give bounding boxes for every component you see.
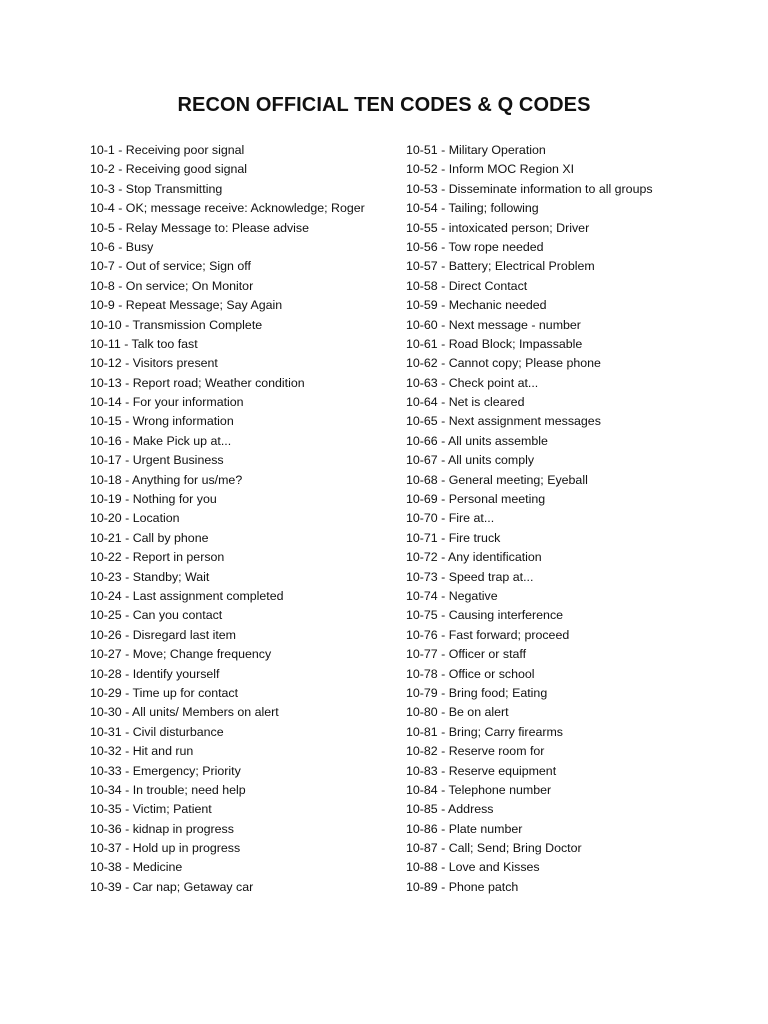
code-line: 10-16 - Make Pick up at... (90, 433, 232, 448)
code-line: 10-61 - Road Block; Impassable (406, 336, 583, 351)
code-line: 10-76 - Fast forward; proceed (406, 627, 570, 642)
code-line: 10-20 - Location (90, 511, 180, 526)
code-line: 10-64 - Net is cleared (406, 395, 525, 410)
code-line: 10-84 - Telephone number (406, 782, 552, 797)
code-line: 10-3 - Stop Transmitting (90, 181, 223, 196)
code-line: 10-11 - Talk too fast (90, 336, 198, 351)
code-line: 10-8 - On service; On Monitor (90, 278, 254, 293)
code-line: 10-62 - Cannot copy; Please phone (406, 356, 601, 371)
code-line: 10-23 - Standby; Wait (90, 569, 210, 584)
code-line: 10-37 - Hold up in progress (90, 841, 241, 856)
right-code-column (406, 141, 736, 897)
code-line: 10-28 - Identify yourself (90, 666, 220, 681)
code-line: 10-30 - All units/ Members on alert (90, 705, 279, 720)
code-line: 10-6 - Busy (90, 239, 154, 254)
code-line: 10-13 - Report road; Weather condition (90, 375, 305, 390)
code-line: 10-69 - Personal meeting (406, 492, 546, 507)
code-line: 10-22 - Report in person (90, 550, 225, 565)
code-line: 10-78 - Office or school (406, 666, 535, 681)
code-line: 10-71 - Fire truck (406, 530, 501, 545)
code-line: 10-63 - Check point at... (406, 375, 539, 390)
code-line: 10-75 - Causing interference (406, 608, 564, 623)
code-line: 10-77 - Officer or staff (406, 647, 527, 662)
code-line: 10-34 - In trouble; need help (90, 782, 246, 797)
code-line: 10-12 - Visitors present (90, 356, 218, 371)
code-line: 10-36 - kidnap in progress (90, 821, 234, 836)
code-line: 10-54 - Tailing; following (406, 201, 539, 216)
code-line: 10-19 - Nothing for you (90, 492, 217, 507)
code-line: 10-68 - General meeting; Eyeball (406, 472, 588, 487)
code-line: 10-65 - Next assignment messages (406, 414, 601, 429)
code-line: 10-56 - Tow rope needed (406, 239, 544, 254)
code-line: 10-82 - Reserve room for (406, 744, 545, 759)
code-line: 10-1 - Receiving poor signal (90, 143, 245, 157)
code-line: 10-74 - Negative (406, 588, 498, 603)
code-line: 10-79 - Bring food; Eating (406, 685, 548, 700)
code-line: 10-66 - All units assemble (406, 433, 548, 448)
code-line: 10-35 - Victim; Patient (90, 802, 212, 817)
code-line: 10-80 - Be on alert (406, 705, 509, 720)
code-line: 10-7 - Out of service; Sign off (90, 259, 251, 274)
page-title: RECON OFFICIAL TEN CODES & Q CODES (177, 94, 591, 116)
code-line: 10-18 - Anything for us/me? (90, 472, 243, 487)
code-line: 10-10 - Transmission Complete (90, 317, 263, 332)
code-line: 10-57 - Battery; Electrical Problem (406, 259, 595, 274)
code-line: 10-32 - Hit and run (90, 744, 194, 759)
code-line: 10-52 - Inform MOC Region XI (406, 162, 575, 177)
code-line: 10-17 - Urgent Business (90, 453, 224, 468)
code-line: 10-29 - Time up for contact (90, 685, 239, 700)
code-line: 10-55 - intoxicated person; Driver (406, 220, 590, 235)
code-line: 10-21 - Call by phone (90, 530, 209, 545)
code-line: 10-59 - Mechanic needed (406, 298, 547, 313)
code-line: 10-70 - Fire at... (406, 511, 495, 526)
code-line: 10-9 - Repeat Message; Say Again (90, 298, 283, 313)
code-line: 10-67 - All units comply (406, 453, 535, 468)
code-line: 10-24 - Last assignment completed (90, 588, 284, 603)
code-line: 10-89 - Phone patch (406, 879, 519, 894)
code-line: 10-39 - Car nap; Getaway car (90, 879, 254, 894)
code-line: 10-5 - Relay Message to: Please advise (90, 220, 310, 235)
code-line: 10-53 - Disseminate information to all groups (406, 181, 653, 196)
code-line: 10-72 - Any identification (406, 550, 542, 565)
code-line: 10-85 - Address (406, 802, 494, 817)
code-line: 10-31 - Civil disturbance (90, 724, 224, 739)
code-line: 10-88 - Love and Kisses (406, 860, 540, 875)
code-line: 10-27 - Move; Change frequency (90, 647, 272, 662)
code-line: 10-58 - Direct Contact (406, 278, 528, 293)
code-line: 10-33 - Emergency; Priority (90, 763, 241, 778)
left-code-column (90, 141, 390, 897)
code-line: 10-14 - For your information (90, 395, 244, 410)
code-line: 10-51 - Military Operation (406, 143, 546, 157)
code-line: 10-26 - Disregard last item (90, 627, 236, 642)
code-line: 10-86 - Plate number (406, 821, 523, 836)
code-line: 10-25 - Can you contact (90, 608, 223, 623)
code-line: 10-15 - Wrong information (90, 414, 234, 429)
code-line: 10-83 - Reserve equipment (406, 763, 557, 778)
code-line: 10-2 - Receiving good signal (90, 162, 248, 177)
code-line: 10-38 - Medicine (90, 860, 183, 875)
code-line: 10-4 - OK; message receive: Acknowledge; Roger (90, 201, 365, 216)
code-line: 10-73 - Speed trap at... (406, 569, 534, 584)
code-line: 10-60 - Next message - number (406, 317, 581, 332)
code-line: 10-87 - Call; Send; Bring Doctor (406, 841, 582, 856)
code-line: 10-81 - Bring; Carry firearms (406, 724, 563, 739)
